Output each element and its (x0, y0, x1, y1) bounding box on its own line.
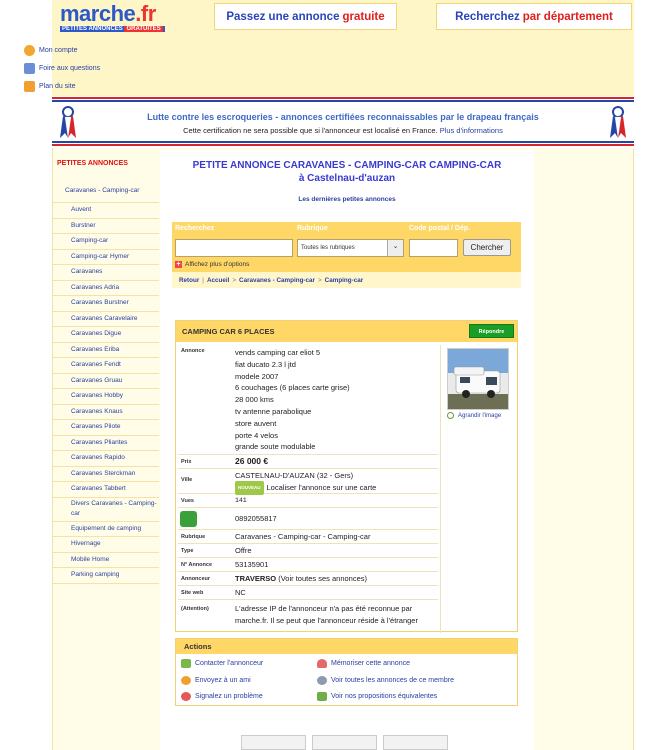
ad-row-advertiser (178, 572, 438, 586)
sidebar-item[interactable]: Caravanes Knaus (53, 405, 159, 421)
description-line: tv antenne parabolique (235, 406, 312, 416)
breadcrumb-category[interactable]: Caravanes - Camping-car (239, 276, 315, 284)
rubrique-selected: Toutes les rubriques (301, 245, 355, 251)
sidebar-item[interactable]: Caravanes Hobby (53, 389, 159, 405)
related-ad-thumbnail[interactable] (241, 735, 306, 750)
user-icon (24, 45, 35, 56)
more-info-link[interactable]: Plus d'informations (439, 126, 503, 135)
sidebar-item[interactable]: Caravanes Caravelaire (53, 312, 159, 328)
field-label: Annonce (181, 348, 205, 354)
sidebar-item[interactable]: Divers Caravanes - Camping-car (53, 498, 159, 522)
similar-icon (317, 692, 327, 701)
field-label: (Attention) (181, 606, 209, 612)
member-ads-link[interactable] (317, 676, 454, 685)
breadcrumb-separator: > (317, 276, 322, 284)
save-ad-link[interactable] (317, 659, 410, 668)
ad-row-description (178, 345, 438, 455)
ad-phone[interactable]: 0892055817 (235, 514, 277, 523)
ad-price: 26 000 € (235, 456, 269, 466)
new-badge: NOUVEAU (235, 481, 264, 495)
sidebar-item[interactable]: Parking camping (53, 568, 159, 584)
description-line: fiat ducato 2.3 l jtd (235, 359, 296, 369)
reply-button[interactable]: Répondre (469, 324, 514, 338)
related-ad-thumbnail[interactable] (312, 735, 377, 750)
sidebar-title: PETITES ANNONCES (57, 160, 128, 167)
ad-row-city (178, 469, 438, 494)
sidebar-item[interactable]: Caravanes Digue (53, 327, 159, 343)
sidebar-item[interactable]: Caravanes - Camping-car (53, 179, 159, 203)
my-account-label: Mon compte (39, 46, 78, 54)
advertiser-name[interactable]: TRAVERSO (235, 574, 277, 583)
contact-label: Contacter l'annonceur (195, 660, 264, 667)
description-line: vends camping car eliot 5 (235, 348, 321, 357)
description-line: store auvent (235, 418, 277, 428)
sidebar-item[interactable]: Caravanes Eriba (53, 343, 159, 359)
camping-car-image (448, 349, 508, 409)
eye-icon (317, 676, 327, 685)
field-label: Vues (181, 498, 194, 504)
back-link[interactable]: Retour (179, 276, 200, 284)
sidebar-item[interactable]: Caravanes Pliantes (53, 436, 159, 452)
actions-panel (175, 638, 518, 706)
description-line: 28 000 kms (235, 395, 274, 405)
send-friend-label: Envoyez à un ami (195, 677, 251, 684)
sidebar-item[interactable]: Caravanes Sterckman (53, 467, 159, 483)
map-link[interactable] (235, 481, 376, 495)
more-options-label: Affichez plus d'options (185, 261, 250, 268)
more-options-link[interactable] (175, 261, 249, 268)
breadcrumb-subcategory[interactable]: Camping-car (324, 276, 364, 284)
ad-row-phone (178, 508, 438, 530)
page-title (160, 159, 534, 185)
ad-description (235, 347, 350, 453)
field-label: Annonceur (181, 576, 211, 582)
report-label: Signalez un problème (195, 693, 263, 700)
magnifier-icon (447, 412, 454, 419)
related-ad-thumbnail[interactable] (383, 735, 448, 750)
ad-row-warning (178, 600, 438, 628)
chevron-down-icon: ⌄ (387, 240, 403, 256)
banner-title: Lutte contre les escroqueries - annonces certifiées reconnaissables par le drapeau français (147, 112, 539, 122)
ad-row-rubrique (178, 530, 438, 544)
logo-brand: marche (60, 1, 136, 26)
search-input[interactable] (175, 239, 293, 257)
rubrique-select[interactable] (297, 239, 404, 257)
sidebar-item[interactable]: Caravanes Pilote (53, 420, 159, 436)
search-label: Recherchez (175, 225, 215, 232)
sidebar-item[interactable]: Caravanes Burstner (53, 296, 159, 312)
contact-icon (181, 659, 191, 668)
sidebar-item[interactable]: Camping-car Hymer (53, 250, 159, 266)
field-label: Prix (181, 459, 192, 465)
field-label: Ville (181, 477, 193, 483)
warning-line2: marche.fr. Il se peut que l'annonceur réside à l'étranger (235, 616, 418, 625)
map-link-label: Localiser l'annonce sur une carte (266, 482, 377, 492)
warning-icon (181, 692, 191, 701)
ad-views: 141 (235, 497, 247, 504)
sidebar-item[interactable]: Caravanes Adria (53, 281, 159, 297)
description-line: porte 4 velos (235, 430, 278, 440)
ad-website: NC (235, 588, 246, 597)
faq-link[interactable] (24, 60, 154, 76)
blue-stripe (52, 141, 634, 143)
warning-line1: L'adresse IP de l'annonceur n'a pas été reconnue par (235, 604, 413, 613)
sidebar-item[interactable]: Caravanes Tabbert (53, 482, 159, 498)
sidebar-item[interactable]: Burstner (53, 219, 159, 235)
field-label: Site web (181, 590, 204, 596)
sidebar-item[interactable]: Hivernage (53, 537, 159, 553)
photo-column (440, 345, 515, 633)
sidebar-item[interactable]: Camping-car (53, 234, 159, 250)
ad-city: CASTELNAU-D'AUZAN (32 - Gers) (235, 471, 354, 480)
phone-icon[interactable] (180, 511, 197, 527)
post-ad-label: Passez une annonce (226, 10, 340, 23)
blue-stripe (52, 100, 634, 102)
field-label: Type (181, 548, 194, 554)
sidebar-item[interactable]: Caravanes Fendt (53, 358, 159, 374)
plus-icon: + (176, 261, 181, 268)
ad-header (176, 321, 517, 342)
friend-icon (181, 676, 191, 685)
sitemap-icon (24, 81, 35, 92)
contact-advertiser-link[interactable] (181, 659, 263, 668)
advertiser-ads-link[interactable]: (Voir toutes ses annonces) (278, 574, 368, 583)
field-label: Rubrique (181, 534, 206, 540)
certification-banner (52, 96, 634, 148)
enlarge-label: Agrandir l'image (458, 412, 502, 419)
send-friend-link[interactable] (181, 676, 251, 685)
post-ad-button[interactable] (214, 3, 397, 30)
heart-icon (317, 659, 327, 668)
postal-label: Code postal / Dép. (409, 225, 471, 232)
ad-photo[interactable] (447, 348, 509, 410)
actions-title: Actions (176, 639, 517, 654)
sidebar-item[interactable]: Equipement de camping (53, 522, 159, 538)
breadcrumb-separator: > (232, 276, 237, 284)
search-panel (172, 222, 521, 272)
sidebar-item[interactable]: Caravanes (53, 265, 159, 281)
sidebar-item[interactable]: Auvent (53, 203, 159, 219)
postal-input[interactable] (409, 239, 458, 257)
faq-icon (24, 63, 35, 74)
red-stripe (52, 97, 634, 99)
field-label: N° Annonce (181, 562, 213, 568)
banner-sub-text: Cette certification ne sera possible que si l'annonceur est localisé en France. (183, 126, 438, 135)
breadcrumb-separator: | (202, 276, 204, 284)
sidebar-item[interactable]: Caravanes Rapido (53, 451, 159, 467)
ad-type: Offre (235, 546, 252, 555)
faq-label: Foire aux questions (39, 64, 101, 72)
post-ad-label-red: gratuite (342, 10, 385, 23)
enlarge-image-link[interactable] (447, 412, 501, 419)
logo-tagline: PETITES ANNONCES (62, 26, 123, 32)
ad-row-type (178, 544, 438, 558)
ad-number: 53135901 (235, 560, 269, 569)
description-line: modele 2007 (235, 371, 279, 381)
breadcrumb (172, 272, 521, 288)
ad-row-views (178, 494, 438, 508)
ad-category: Caravanes - Camping-car - Camping-car (235, 532, 371, 541)
ad-title: CAMPING CAR 6 PLACES (182, 327, 275, 336)
site-logo[interactable] (60, 3, 170, 33)
search-dep-label: Recherchez (455, 10, 520, 23)
my-account-link[interactable] (24, 42, 154, 58)
ad-row-website (178, 586, 438, 600)
sitemap-label: Plan du site (39, 82, 76, 90)
red-stripe (52, 144, 634, 146)
banner-subtitle (52, 126, 634, 135)
member-ads-label: Voir toutes les annonces de ce membre (331, 677, 454, 684)
ad-row-number (178, 558, 438, 572)
description-line: grande soute modulable (235, 442, 316, 452)
logo-tagline-red: GRATUITES (126, 26, 161, 32)
logo-tld: .fr (135, 1, 156, 26)
description-line: 6 couchages (6 places carte grise) (235, 383, 350, 393)
similar-ads-link[interactable] (317, 692, 437, 701)
sidebar-item[interactable]: Mobile Home (53, 553, 159, 569)
sidebar-item[interactable]: Caravanes Gruau (53, 374, 159, 390)
rubrique-label: Rubrique (297, 225, 328, 232)
home-link[interactable]: Accueil (206, 276, 230, 284)
ad-row-price (178, 455, 438, 469)
search-department-button[interactable] (436, 3, 632, 30)
search-button[interactable]: Chercher (463, 239, 511, 256)
search-dep-label-red: par département (522, 10, 613, 23)
ad-detail (175, 320, 518, 632)
page-title-line1: PETITE ANNONCE CARAVANES - CAMPING-CAR CAMPING-CAR (192, 160, 502, 171)
save-ad-label: Mémoriser cette annonce (331, 660, 410, 667)
main-content (160, 150, 534, 750)
latest-ads-link[interactable]: Les dernières petites annonces (298, 196, 396, 203)
similar-ads-label: Voir nos propositions équivalentes (331, 693, 438, 700)
category-sidebar (53, 157, 159, 577)
sitemap-link[interactable] (24, 78, 154, 94)
page-title-line2: à Castelnau-d'auzan (298, 173, 396, 184)
report-problem-link[interactable] (181, 692, 263, 701)
